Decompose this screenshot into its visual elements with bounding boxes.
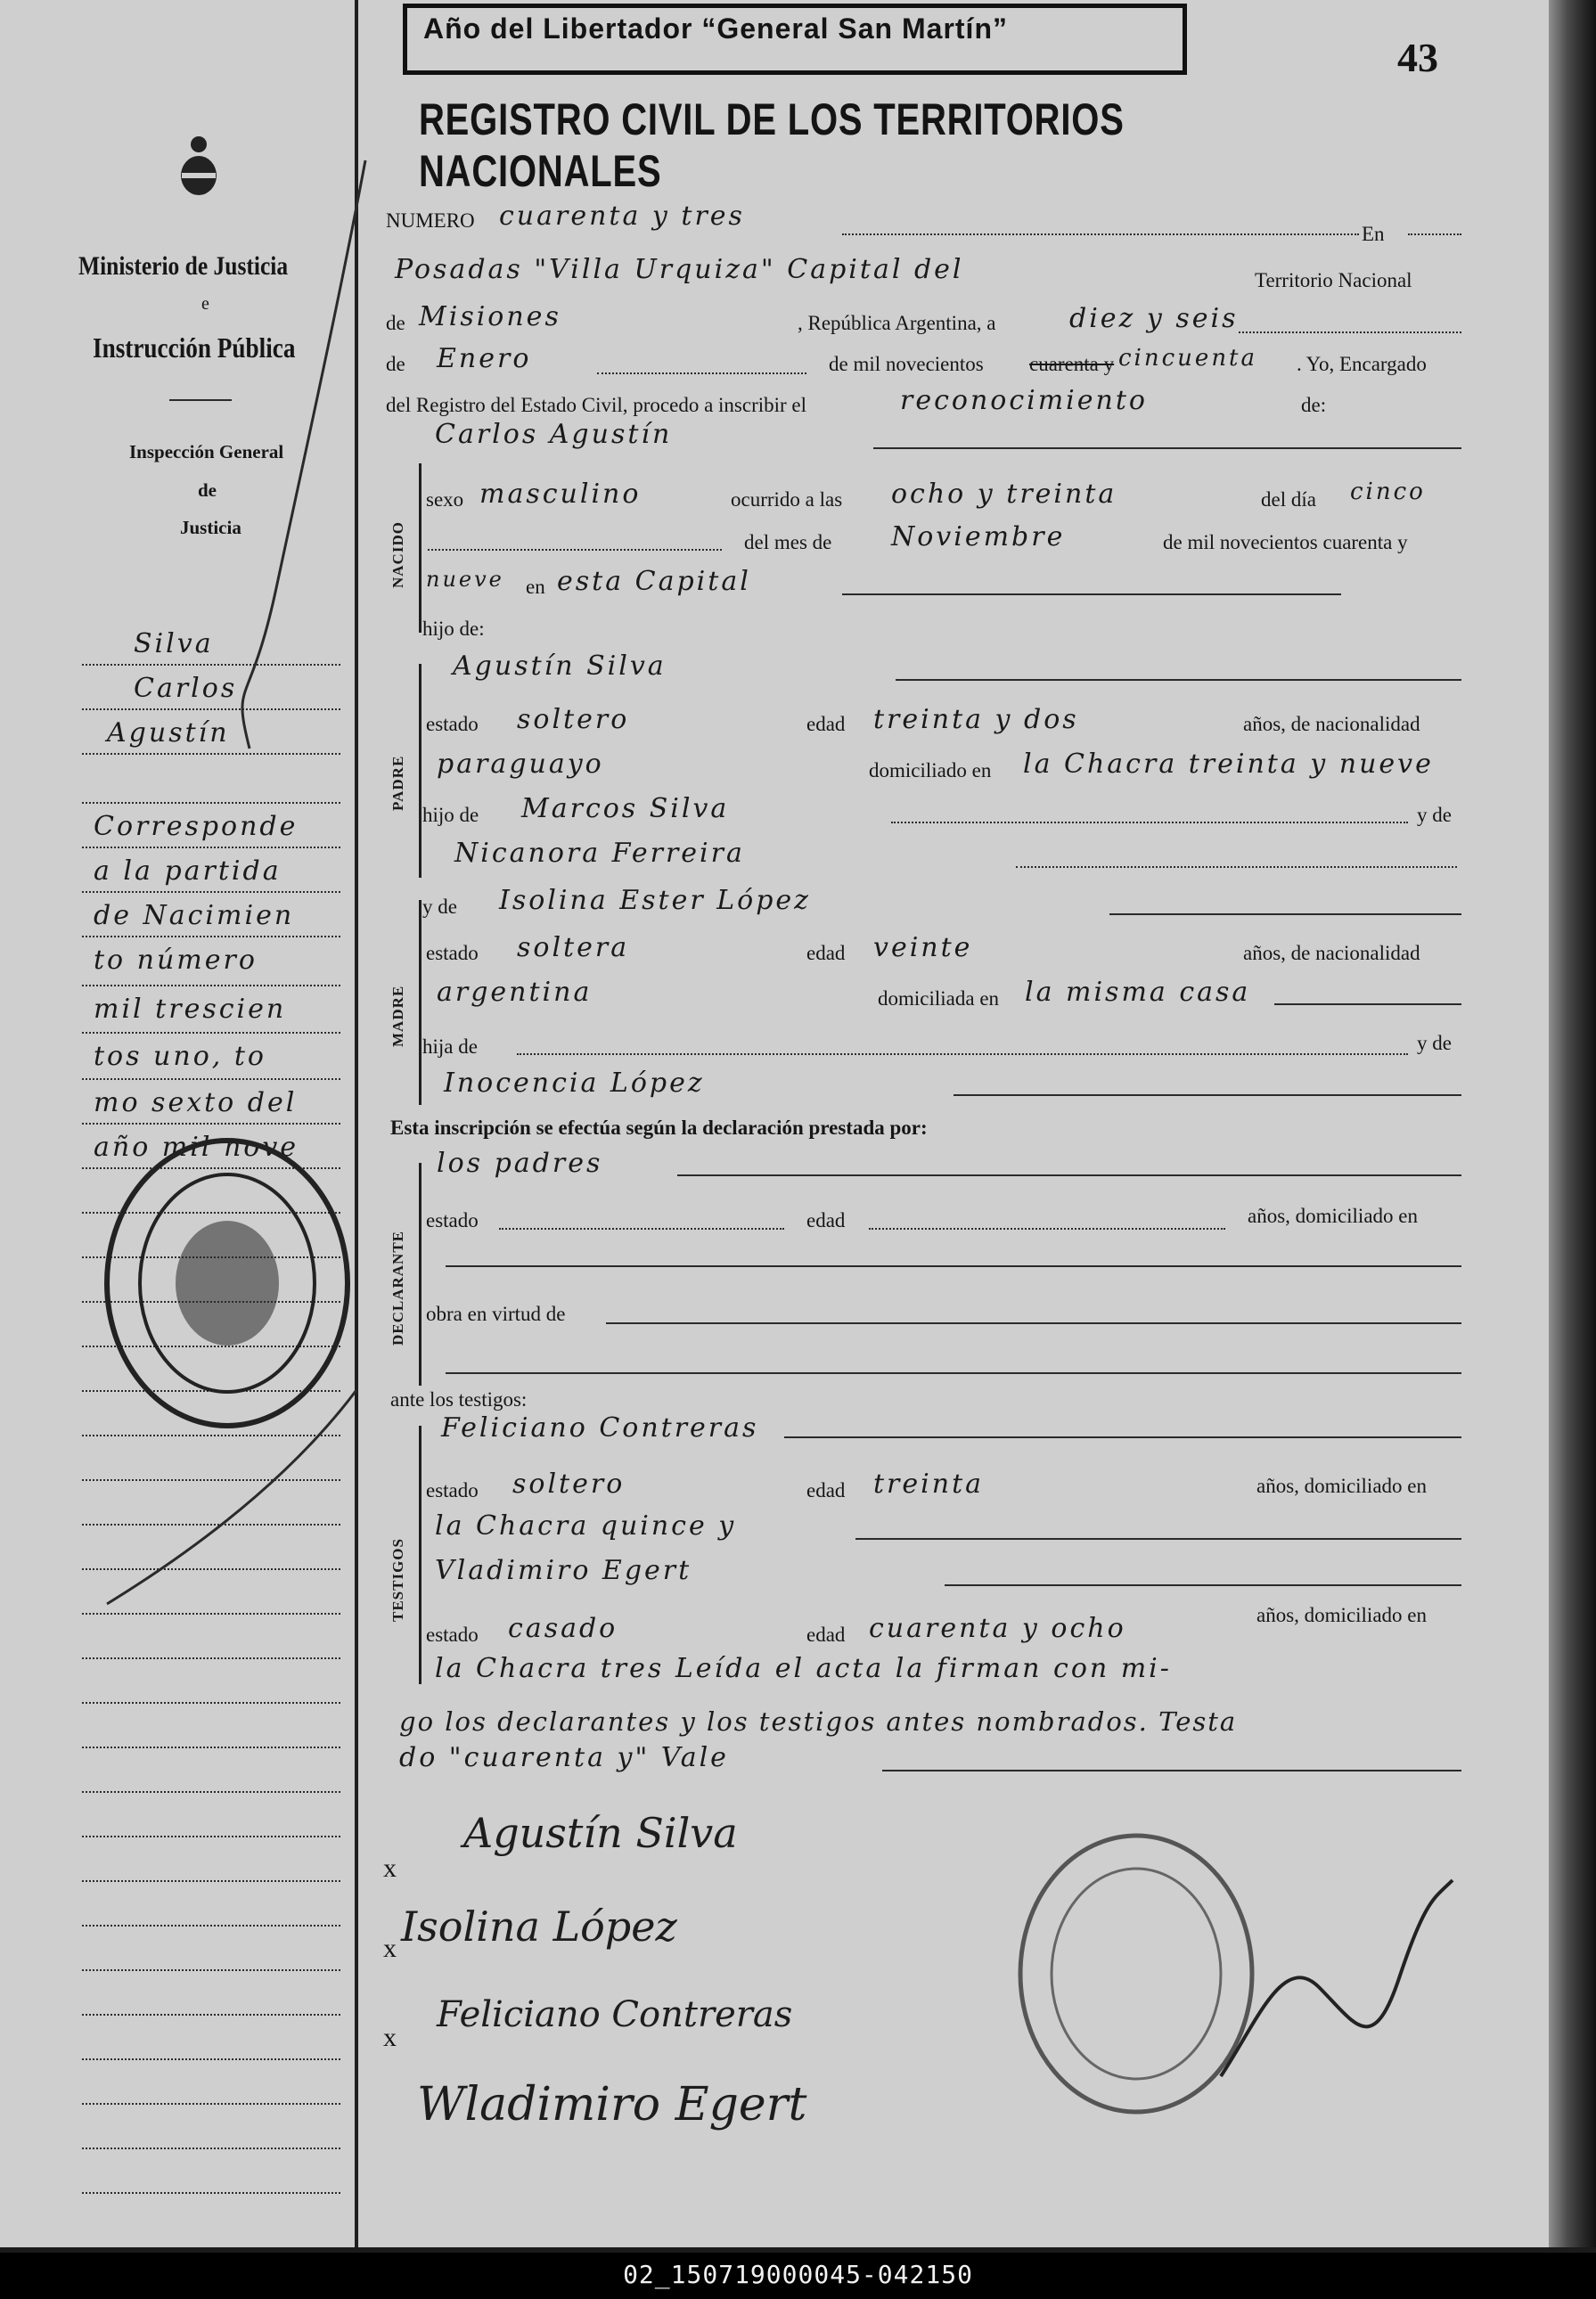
obra-label: obra en virtud de — [426, 1303, 566, 1325]
del-dia-label: del día — [1261, 488, 1316, 511]
testigo1-estado: soltero — [512, 1469, 626, 1500]
republica-label: , República Argentina, a — [798, 312, 996, 334]
declarante-estado-label: estado — [426, 1209, 479, 1231]
madre-y-de-2: y de — [1417, 1032, 1452, 1054]
registrar-signature — [1203, 1845, 1470, 2112]
padre-nacionalidad-value: paraguayo — [437, 749, 604, 780]
registro-label: del Registro del Estado Civil, procedo a inscribir el — [386, 394, 807, 416]
margin-pen-strokes — [71, 125, 392, 1622]
nacido-year: nueve — [426, 567, 504, 592]
section-nacido: NACIDO — [389, 521, 406, 588]
padre-bracket — [419, 664, 422, 878]
hora-value: ocho y treinta — [891, 479, 1117, 510]
margin-note-3: Agustín — [107, 717, 230, 749]
testigo2-domicilio-label: años, domiciliado en — [1256, 1604, 1427, 1626]
padre-estado-label: estado — [426, 713, 479, 735]
inspection-line2: de — [198, 479, 217, 501]
numero-label: NUMERO — [386, 209, 475, 232]
margin-note-1: Silva — [134, 628, 214, 659]
nacido-name: Carlos Agustín — [435, 419, 673, 450]
section-testigos: TESTIGOS — [389, 1538, 406, 1622]
ministry-e: e — [201, 294, 209, 314]
testigo1-estado-label: estado — [426, 1479, 479, 1501]
testigo1-edad-label: edad — [806, 1479, 846, 1501]
madre-y-de: y de — [422, 896, 457, 918]
padre-domicilio-value: la Chacra treinta y nueve — [1023, 749, 1434, 780]
signature-mark-1: x — [383, 1853, 397, 1883]
numero-value: cuarenta y tres — [499, 200, 745, 232]
testigo1-domicilio-label: años, domiciliado en — [1256, 1475, 1427, 1497]
madre-name: Isolina Ester López — [499, 885, 811, 916]
ministry-line1: Ministerio de Justicia — [78, 251, 289, 281]
act-value: reconocimiento — [900, 385, 1148, 416]
margin-note-4: Corresponde — [94, 811, 299, 842]
testigos-bracket — [419, 1426, 422, 1684]
padre-nacionalidad-label: años, de nacionalidad — [1243, 713, 1420, 735]
hijo-label: hijo de: — [422, 618, 485, 640]
mil-label: de mil novecientos — [829, 353, 984, 375]
declarante-domicilio-label: años, domiciliado en — [1248, 1205, 1418, 1227]
madre-domiciliada-label: domiciliada en — [878, 987, 1000, 1010]
margin-note-10: mo sexto del — [94, 1087, 298, 1118]
territorio-label: Territorio Nacional — [1255, 269, 1412, 291]
margin-note-6: de Nacimien — [94, 900, 295, 931]
section-declarante: DECLARANTE — [389, 1230, 406, 1346]
sexo-value: masculino — [479, 479, 642, 510]
signature-4: Wladimiro Egert — [417, 2078, 807, 2131]
hija-de-label: hija de — [422, 1035, 478, 1058]
margin-note-8: mil trescien — [94, 994, 287, 1025]
section-madre: MADRE — [389, 985, 406, 1047]
testigo1-edad: treinta — [873, 1469, 985, 1500]
section-padre: PADRE — [389, 755, 406, 811]
padre-name: Agustín Silva — [453, 650, 667, 682]
en-label-nacido: en — [526, 576, 545, 598]
padre-madre-value: Nicanora Ferreira — [454, 838, 745, 869]
year-value: cincuenta — [1118, 345, 1258, 372]
declarante-bracket — [419, 1163, 422, 1386]
margin-note-7: to número — [94, 945, 258, 976]
de-label: de — [386, 312, 405, 334]
en-label: En — [1362, 223, 1385, 245]
del-mes-label: del mes de — [744, 531, 832, 553]
nacido-bracket — [419, 463, 422, 633]
testigo1-name: Feliciano Contreras — [441, 1412, 759, 1444]
closing-line-2: do "cuarenta y" Vale — [399, 1742, 729, 1773]
year-struck: cuarenta y — [1029, 353, 1115, 375]
de-label-2: de — [386, 353, 405, 375]
declarante-edad-label: edad — [806, 1209, 846, 1231]
margin-note-2: Carlos — [134, 673, 238, 704]
madre-estado-label: estado — [426, 942, 479, 964]
testigos-intro: ante los testigos: — [390, 1388, 528, 1411]
signature-1: Agustín Silva — [463, 1809, 738, 1857]
lugar-value: esta Capital — [557, 566, 751, 597]
signature-2: Isolina López — [401, 1902, 677, 1951]
testigo2-name: Vladimiro Egert — [435, 1555, 692, 1586]
province-value: Misiones — [419, 301, 561, 332]
testigo2-edad: cuarenta y ocho — [869, 1613, 1126, 1644]
padre-edad-label: edad — [806, 713, 846, 735]
de-colon: de: — [1301, 394, 1327, 416]
padre-domiciliado-label: domiciliado en — [869, 759, 992, 781]
testigo2-estado-label: estado — [426, 1624, 479, 1646]
month-value: Enero — [437, 343, 532, 374]
sexo-label: sexo — [426, 488, 464, 511]
inspection-line1: Inspección General — [129, 441, 284, 462]
inspection-line3: Justicia — [180, 517, 241, 538]
page-number: 43 — [1397, 35, 1438, 80]
register-title: REGISTRO CIVIL DE LOS TERRITORIOS NACIONALES — [419, 94, 1125, 196]
madre-nacionalidad-label: años, de nacionalidad — [1243, 942, 1420, 964]
madre-nacionalidad-value: argentina — [437, 977, 593, 1008]
madre-edad-label: edad — [806, 942, 846, 964]
ministry-line2: Instrucción Pública — [93, 331, 296, 364]
testigo2-edad-label: edad — [806, 1624, 846, 1646]
margin-note-9: tos uno, to — [94, 1041, 266, 1072]
testigo1-domicilio: la Chacra quince y — [435, 1510, 737, 1542]
mes-value: Noviembre — [891, 521, 1066, 552]
ocurrido-label: ocurrido a las — [731, 488, 843, 511]
dia-value: cinco — [1350, 479, 1426, 505]
testigo2-domicilio: la Chacra tres Leída el acta la firman con mi- — [435, 1653, 1172, 1684]
signature-mark-2: x — [383, 1934, 397, 1963]
signature-3: Feliciano Contreras — [437, 1994, 793, 2035]
mil-cuarenta-label: de mil novecientos cuarenta y — [1163, 531, 1408, 553]
margin-note-11: año mil nove — [94, 1132, 299, 1163]
madre-madre-value: Inocencia López — [444, 1068, 705, 1099]
madre-bracket — [419, 900, 422, 1105]
encargado-label: . Yo, Encargado — [1297, 353, 1427, 375]
place-value: Posadas "Villa Urquiza" Capital del — [395, 254, 964, 285]
madre-domicilio-value: la misma casa — [1025, 977, 1251, 1008]
madre-estado-value: soltera — [517, 932, 630, 963]
signature-mark-3: x — [383, 2023, 397, 2052]
padre-padre-value: Marcos Silva — [521, 793, 730, 824]
madre-edad-value: veinte — [873, 932, 973, 963]
declarante-intro: Esta inscripción se efectúa según la declaración prestada por: — [390, 1117, 928, 1139]
margin-note-5: a la partida — [94, 855, 282, 887]
padre-edad-value: treinta y dos — [873, 704, 1079, 735]
declarante-value: los padres — [437, 1148, 603, 1179]
banner-text: Año del Libertador “General San Martín” — [423, 12, 1008, 45]
day-value: diez y seis — [1069, 303, 1239, 334]
book-edge — [1549, 0, 1596, 2247]
padre-estado-value: soltero — [517, 704, 630, 735]
scan-identifier: 02_150719000045-042150 — [623, 2260, 973, 2289]
padre-y-de: y de — [1417, 804, 1452, 826]
hijo-de-label: hijo de — [422, 804, 479, 826]
testigo2-estado: casado — [508, 1613, 618, 1644]
closing-line-1: go los declarantes y los testigos antes nombrados. Testa — [399, 1706, 1238, 1737]
